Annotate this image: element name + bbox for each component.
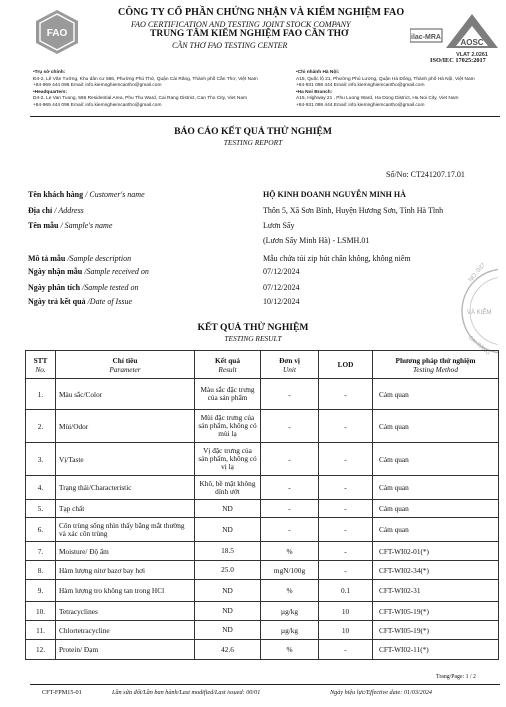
cell-lod: - bbox=[319, 379, 373, 410]
cell-method: Cảm quan bbox=[373, 443, 499, 476]
cell-method: Cảm quan bbox=[373, 476, 499, 500]
page-number: Trang/Page: 1 / 2 bbox=[436, 674, 476, 680]
info-value-issue-date: 10/12/2024 bbox=[263, 297, 300, 306]
report-title-en: TESTING REPORT bbox=[223, 138, 283, 147]
company-name: CÔNG TY CỔ PHẦN CHỨNG NHẬN VÀ KIỂM NGHIỆM FAO bbox=[118, 7, 405, 18]
cell-method: CFT-WI05-19(*) bbox=[373, 621, 499, 640]
info-label-address: Địa chỉ / Address bbox=[28, 206, 84, 215]
head-office-label: •Trụ sở chính: bbox=[33, 70, 66, 75]
branch-label: •Chi nhánh Hà Nội: bbox=[296, 70, 340, 75]
cell-lod: - bbox=[319, 443, 373, 476]
info-value-sample-name: Lươn Sấy bbox=[263, 221, 295, 230]
form-code: CFT-FPM15-01 bbox=[42, 689, 82, 696]
cell-result: Vị đặc trưng của sản phẩm, không có vị lạ bbox=[195, 443, 261, 476]
center-name: TRUNG TÂM KIỂM NGHIỆM FAO CẦN THƠ bbox=[150, 29, 349, 39]
cell-parameter: Tạp chất bbox=[56, 500, 195, 518]
cell-parameter: Moisture/ Độ ẩm bbox=[56, 542, 195, 561]
info-value-customer: HỘ KINH DOANH NGUYỄN MINH HÀ bbox=[263, 190, 406, 199]
ilac-mark-text: ilac-MRA bbox=[411, 34, 441, 41]
table-row bbox=[26, 561, 499, 580]
cell-parameter: Hàm lượng tro không tan trong HCl bbox=[56, 580, 195, 602]
cell-no: 9. bbox=[26, 580, 56, 602]
cell-unit: µg/kg bbox=[261, 621, 319, 640]
effective-date: Ngày hiệu lực/Effective date: 01/03/2024 bbox=[330, 689, 433, 696]
cell-no: 12. bbox=[26, 640, 56, 660]
table-row bbox=[26, 379, 499, 410]
cell-result: ND bbox=[195, 602, 261, 621]
cell-result: 18.5 bbox=[195, 542, 261, 561]
info-label-customer: Tên khách hàng / Customer's name bbox=[28, 190, 145, 199]
cell-method: CFT-WI02-31 bbox=[373, 580, 499, 602]
cell-result: Màu sắc đặc trưng của sản phẩm bbox=[195, 379, 261, 410]
cell-no: 11. bbox=[26, 621, 56, 640]
revision-info: Lần sửa đổi/Lần ban hành/Last modified/Last issued: 00/01 bbox=[112, 689, 261, 696]
table-row bbox=[26, 542, 499, 561]
footer-divider bbox=[30, 684, 500, 685]
cell-unit: - bbox=[261, 379, 319, 410]
company-name-en: FAO CERTIFICATION AND TESTING JOINT STOCK COMPANY bbox=[131, 20, 351, 29]
cell-lod: 10 bbox=[319, 602, 373, 621]
cell-no: 7. bbox=[26, 542, 56, 561]
fao-logo bbox=[34, 9, 80, 55]
head-office-contact: +84-969 444 096 Email: info.kiemnghiemcantho@gmail.com bbox=[33, 83, 162, 88]
cell-unit: mgN/100g bbox=[261, 561, 319, 580]
cell-result: ND bbox=[195, 518, 261, 542]
header-divider bbox=[30, 116, 500, 117]
hanoi-branch-contact: +84-931 098 444 Email: info.kiemnghiemcantho@gmail.com bbox=[296, 102, 425, 108]
hanoi-branch-address: A15, Highway 21 , Phu Luong Ward, Ha Dong District, Ha Noi City, Viet Nam bbox=[296, 96, 459, 101]
table-row bbox=[26, 580, 499, 602]
table-header-row bbox=[26, 351, 499, 379]
cell-result: Mùi đặc trưng của sản phẩm, không có mùi lạ bbox=[195, 410, 261, 443]
table-row bbox=[26, 443, 499, 476]
logo-text: FAO bbox=[46, 28, 68, 39]
info-value-description: Mẫu chứa túi zip hút chân không, không niêm bbox=[263, 254, 411, 263]
cell-parameter: Vị/Taste bbox=[56, 443, 195, 476]
table-row bbox=[26, 410, 499, 443]
cell-lod: 10 bbox=[319, 621, 373, 640]
col-header-method: Phương pháp thử nghiệm Testing Method bbox=[373, 351, 499, 379]
cell-lod: - bbox=[319, 518, 373, 542]
cell-no: 8. bbox=[26, 561, 56, 580]
cell-method: CFT-WI02-34(*) bbox=[373, 561, 499, 580]
hanoi-branch-label: •Ha Noi Branch: bbox=[296, 89, 333, 95]
cell-lod: - bbox=[319, 500, 373, 518]
head-office-address: Đ4-2, Lê Văn Tưởng, Khu dân cư 586, Phường Phú Thứ, Quận Cái Răng, Thành phố Cần Thơ, Việt Nam bbox=[33, 76, 258, 82]
vlat-code: VLAT 2.0261 bbox=[456, 52, 488, 58]
col-header-unit: Đơn vị Unit bbox=[261, 351, 319, 379]
table-row bbox=[26, 476, 499, 500]
cell-unit: - bbox=[261, 518, 319, 542]
cell-lod: - bbox=[319, 410, 373, 443]
cell-method: Cảm quan bbox=[373, 518, 499, 542]
cell-result: 25.0 bbox=[195, 561, 261, 580]
table-row bbox=[26, 621, 499, 640]
cell-no: 4. bbox=[26, 476, 56, 500]
col-header-stt: STT No. bbox=[26, 351, 56, 379]
center-name-en: CẦN THƠ FAO TESTING CENTER bbox=[172, 41, 288, 50]
cell-result: 42.6 bbox=[195, 640, 261, 660]
cell-unit: % bbox=[261, 580, 319, 602]
cell-result: ND bbox=[195, 580, 261, 602]
result-title: KẾT QUẢ THỬ NGHIỆM bbox=[197, 322, 309, 333]
cell-lod: - bbox=[319, 561, 373, 580]
cell-unit: µg/kg bbox=[261, 602, 319, 621]
cell-method: CFT-WI02-01(*) bbox=[373, 542, 499, 561]
cell-lod: 0.1 bbox=[319, 580, 373, 602]
cell-method: Cảm quan bbox=[373, 379, 499, 410]
cell-parameter: Màu sắc/Color bbox=[56, 379, 195, 410]
cell-result: ND bbox=[195, 621, 261, 640]
cell-no: 6. bbox=[26, 518, 56, 542]
cell-result: ND bbox=[195, 500, 261, 518]
cell-result: Khô, bề mặt không dính ướt bbox=[195, 476, 261, 500]
headquarters-label: •Headquarters: bbox=[33, 89, 68, 95]
cell-lod: - bbox=[319, 542, 373, 561]
report-title: BÁO CÁO KẾT QUẢ THỬ NGHIỆM bbox=[174, 126, 332, 137]
col-header-result: Kết quả Result bbox=[195, 351, 261, 379]
info-label-tested: Ngày phân tích /Sample tested on bbox=[28, 283, 139, 292]
info-value-address: Thôn 5, Xã Sơn Bình, Huyện Hương Sơn, Tỉnh Hà Tĩnh bbox=[263, 206, 444, 215]
cell-no: 10. bbox=[26, 602, 56, 621]
cell-unit: - bbox=[261, 476, 319, 500]
col-header-lod: LOD bbox=[319, 351, 373, 379]
info-value-sample-code: (Lươn Sấy Minh Hà) - LSMH.01 bbox=[263, 236, 370, 245]
table-row bbox=[26, 640, 499, 660]
cell-parameter: Chlortetracycline bbox=[56, 621, 195, 640]
cell-unit: - bbox=[261, 443, 319, 476]
cell-lod: - bbox=[319, 476, 373, 500]
report-number: Số/No: CT241207.17.01 bbox=[386, 170, 465, 179]
headquarters-contact: +84-969 444 096 Email: info.kiemnghiemcantho@gmail.com bbox=[33, 102, 162, 108]
cell-parameter: Tetracyclines bbox=[56, 602, 195, 621]
cell-no: 2. bbox=[26, 410, 56, 443]
cell-lod: - bbox=[319, 640, 373, 660]
result-title-en: TESTING RESULT bbox=[224, 334, 282, 343]
table-row bbox=[26, 602, 499, 621]
stamp-side-text: VÀ KIỂM bbox=[467, 310, 492, 316]
cell-parameter: Côn trùng sống nhìn thấy bằng mắt thường và xác côn trùng bbox=[56, 518, 195, 542]
info-label-sample-name: Tên mẫu / Sample's name bbox=[28, 221, 113, 230]
iso-standard: ISO/IEC 17025:2017 bbox=[430, 57, 486, 64]
cell-parameter: Protein/ Đạm bbox=[56, 640, 195, 660]
accreditation-marks bbox=[410, 12, 500, 62]
stamp-number: NO.:037 bbox=[467, 262, 487, 284]
cell-unit: - bbox=[261, 410, 319, 443]
cell-method: Cảm quan bbox=[373, 500, 499, 518]
stamp-low-text: CAI RĂNG bbox=[466, 334, 491, 357]
branch-contact: +84-931 098 444 Email: info.kiemnghiemcantho@gmail.com bbox=[296, 83, 425, 88]
cell-unit: - bbox=[261, 500, 319, 518]
aosc-text: AOSC bbox=[460, 38, 484, 47]
cell-unit: % bbox=[261, 542, 319, 561]
cell-no: 3. bbox=[26, 443, 56, 476]
table-row bbox=[26, 500, 499, 518]
cell-method: CFT-WI05-19(*) bbox=[373, 602, 499, 621]
office-left bbox=[33, 70, 258, 109]
info-label-description: Mô tả mẫu /Sample description bbox=[28, 254, 132, 263]
office-right bbox=[296, 70, 475, 109]
cell-parameter: Mùi/Odor bbox=[56, 410, 195, 443]
cell-unit: % bbox=[261, 640, 319, 660]
headquarters-address: D4-2, Le Van Tuong, 586 Residential Area, Phu Thu Ward, Cai Rang District, Can Tho City, Viet Nam bbox=[33, 96, 248, 101]
info-label-received: Ngày nhận mẫu /Sample received on bbox=[28, 267, 149, 276]
cell-no: 1. bbox=[26, 379, 56, 410]
col-header-parameter: Chỉ tiêu Parameter bbox=[56, 351, 195, 379]
cell-method: Cảm quan bbox=[373, 410, 499, 443]
info-value-tested: 07/12/2024 bbox=[263, 283, 300, 292]
cell-parameter: Trạng thái/Characteristic bbox=[56, 476, 195, 500]
branch-address: A15, Quốc lộ 21, Phường Phú Lương, Quận Hà Đông, Thành phố Hà Nội, Việt Nam bbox=[296, 76, 475, 82]
table-row bbox=[26, 518, 499, 542]
cell-no: 5. bbox=[26, 500, 56, 518]
cell-parameter: Hàm lượng nitơ bazơ bay hơi bbox=[56, 561, 195, 580]
results-table bbox=[25, 350, 499, 660]
cell-method: CFT-WI02-11(*) bbox=[373, 640, 499, 660]
info-label-issue-date: Ngày trả kết quả /Date of Issue bbox=[28, 297, 132, 306]
info-value-received: 07/12/2024 bbox=[263, 267, 300, 276]
